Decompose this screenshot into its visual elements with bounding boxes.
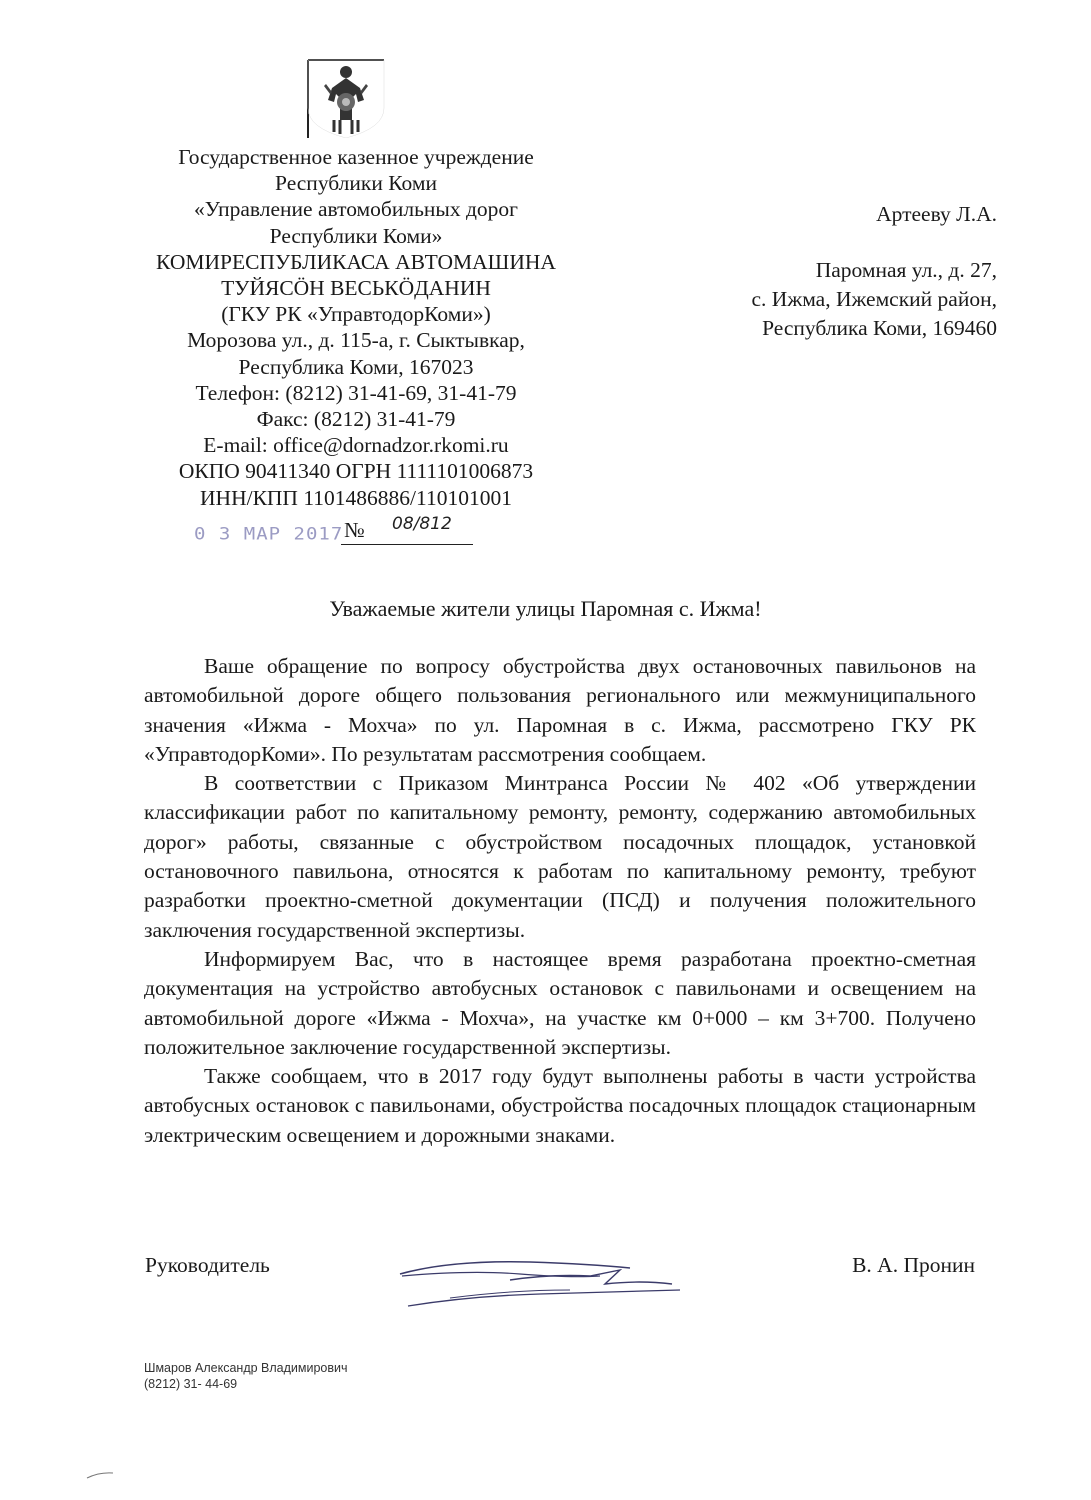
executor-phone: (8212) 31- 44-69 (144, 1377, 238, 1391)
date-stamp: 0 3 МАР 2017 (194, 524, 344, 544)
sender-line: Телефон: (8212) 31-41-69, 31-41-79 (195, 380, 517, 405)
recipient-address-line: Республика Коми, 169460 (762, 316, 997, 340)
registration-underline (341, 544, 473, 545)
sender-line: Морозова ул., д. 115-а, г. Сыктывкар, (187, 328, 525, 353)
recipient-address-line: с. Ижма, Ижемский район, (751, 287, 997, 311)
executor-name: Шмаров Александр Владимирович (144, 1361, 348, 1375)
executor-block (144, 1360, 348, 1392)
body-paragraph: Ваше обращение по вопросу обустройства двух остановочных павильонов на автомобильной дороге общего пользования регионального или межмуниципального значения «Ижма - Мохча» по ул. Паромная в с. Ижма, рассмотрено ГКУ РК «УправтодорКоми». По результатам рассмотрения сообщаем. (144, 654, 976, 766)
registration-number: 08/812 (392, 514, 452, 534)
recipient-name-block (876, 200, 997, 229)
sender-line: ИНН/КПП 1101486886/110101001 (200, 485, 512, 510)
body-paragraph: В соответствии с Приказом Минтранса России № 402 «Об утверждении классификации работ по капитальному ремонту, ремонту, содержанию автомобильных дорог» работы, связанные с обустройством посадочных площадок, установкой остановочного павильона, относятся к работам по капитальному ремонту, требуют разработки проектно-сметной документации (ПСД) и получения положительного заключения государственной экспертизы. (144, 771, 976, 942)
sender-line: E-mail: office@dornadzor.rkomi.ru (203, 433, 509, 458)
letter-body (144, 652, 976, 1150)
sender-line: КОМИРЕСПУБЛИКАСА АВТОМАШИНА (156, 249, 556, 274)
signatory-position: Руководитель (145, 1253, 270, 1277)
sender-line: «Управление автомобильных дорог (194, 197, 518, 222)
signatory-name: В. А. Пронин (852, 1253, 975, 1277)
recipient-address-line: Паромная ул., д. 27, (815, 258, 997, 282)
handwritten-signature (390, 1240, 690, 1330)
sender-line: ОКПО 90411340 ОГРН 1111101006873 (178, 459, 534, 484)
body-paragraph: Информируем Вас, что в настоящее время разработана проектно-сметная документация на устройство автобусных остановок с павильонами и освещением на автомобильной дороге «Ижма - Мохча», на участке км 0+000 – км 3+700. Получено положительное заключение государственной экспертизы. (144, 946, 976, 1059)
sender-line: (ГКУ РК «УправтодорКоми») (221, 302, 491, 327)
sender-line: Республики Коми» (269, 223, 443, 248)
coat-of-arms-emblem (306, 58, 386, 138)
sender-line: Государственное казенное учреждение (178, 145, 534, 169)
sender-line: Республика Коми, 167023 (238, 354, 474, 379)
sender-line: Республики Коми (275, 171, 437, 196)
scan-artifact (85, 1470, 115, 1480)
number-label: № (344, 518, 365, 542)
sender-block (126, 144, 586, 511)
sender-line: ТУЙЯСÖН ВЕСЬКÖДАНИН (221, 276, 491, 301)
recipient-address (752, 256, 997, 343)
recipient-name: Артееву Л.А. (876, 202, 997, 226)
salutation: Уважаемые жители улицы Паромная с. Ижма! (329, 596, 762, 621)
body-paragraph: Также сообщаем, что в 2017 году будут выполнены работы в части устройства автобусных остановок с павильонами, обустройства посадочных площадок стационарным электрическим освещением и дорожными знаками. (144, 1064, 976, 1147)
sender-line: Факс: (8212) 31-41-79 (256, 407, 456, 432)
